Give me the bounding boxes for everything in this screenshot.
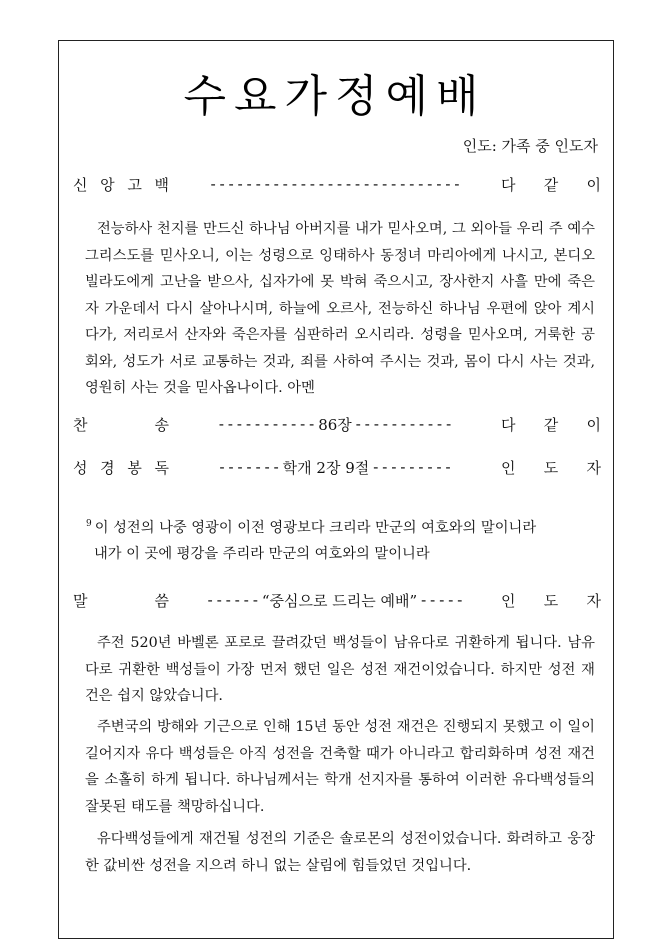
- creed-label: 신 앙 고 백: [73, 175, 169, 194]
- scripture-reading-performer: 인 도 자: [501, 458, 601, 477]
- hymn-label: 찬 송: [73, 415, 169, 434]
- verse-number: 9: [86, 519, 92, 529]
- sermon-label: 말 씀: [73, 591, 169, 610]
- worship-leader-line: 인도: 가족 중 인도자: [462, 137, 598, 155]
- sermon-title: ------ “중심으로 드리는 예배” -----: [205, 591, 465, 610]
- scripture-reading-row: [73, 455, 601, 479]
- hymn-performer: 다 같 이: [501, 415, 601, 434]
- sermon-paragraph: 주변국의 방해와 기근으로 인해 15년 동안 성전 재건은 진행되지 못했고 이 일이 길어지자 유다 백성들은 아직 성전을 건축할 때가 아니라고 합리화하며 성전 재건을 소홀히 하게 됩니다. 하나님께서는 학개 선지자를 통하여 이러한 유다백성들의 잘못된 태도를 책망하십니다.: [85, 719, 595, 815]
- page-title: 수요가정예배: [183, 71, 487, 122]
- sermon-paragraph: 유다백성들에게 재건될 성전의 기준은 솔로몬의 성전이었습니다. 화려하고 웅장한 값비싼 성전을 지으려 하니 없는 살림에 힘들었던 것입니다.: [85, 831, 595, 874]
- scripture-reference: ------- 학개 2장 9절 ---------: [217, 458, 453, 477]
- scripture-verse: [86, 511, 596, 567]
- sermon-row: [73, 588, 601, 612]
- creed-heading-row: [73, 172, 601, 196]
- creed-dashes: ----------------------------: [208, 175, 462, 193]
- verse-line-2: 내가 이 곳에 평강을 주리라 만군의 여호와의 말이니라: [94, 545, 430, 562]
- verse-line-1: 이 성전의 나중 영광이 이전 영광보다 크리라 만군의 여호와의 말이니라: [94, 519, 537, 536]
- creed-text: 전능하사 천지를 만드신 하나님 아버지를 내가 믿사오며, 그 외아들 우리 주 예수 그리스도를 믿사오니, 이는 성령으로 잉태하사 동정녀 마리아에게 나시고, 본디오 빌라도에게 고난을 받으사, 십자가에 못 박혀 죽으시고, 장사한지 사흘 만에 죽은 자 가운데서 다시 살아나시며, 하늘에 오르사, 전능하신 하나님 우편에 앉아 계시다가, 저리로서 산자와 죽은자를 심판하러 오시리라. 성령을 믿사오며, 거룩한 공회와, 성도가 서로 교통하는 것과, 죄를 사하여 주시는 것과, 몸이 다시 사는 것과, 영원히 사는 것을 믿사옵나이다. 아멘: [85, 221, 595, 396]
- sermon-performer: 인 도 자: [501, 591, 601, 610]
- creed-performer: 다 같 이: [501, 175, 601, 194]
- scripture-reading-label: 성 경 봉 독: [73, 458, 169, 477]
- hymn-number: ----------- 86장 -----------: [216, 415, 454, 434]
- sermon-paragraph: 주전 520년 바벨론 포로로 끌려갔던 백성들이 남유다로 귀환하게 됩니다. 남유다로 귀환한 백성들이 가장 먼저 했던 일은 성전 재건이었습니다. 하지만 성전 재건은 쉽지 않았습니다.: [85, 635, 595, 704]
- hymn-row: [73, 412, 601, 436]
